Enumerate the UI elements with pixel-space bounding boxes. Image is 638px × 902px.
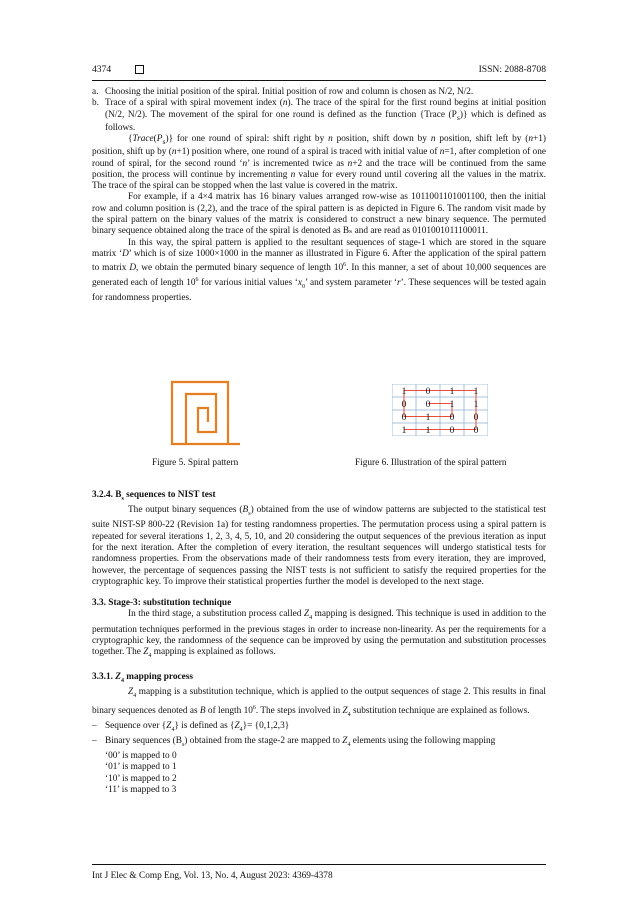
matrix-cell: 0 xyxy=(401,413,407,423)
bullet-sequence: – Sequence over $\{Z_4\}$ is defined as $\{Z_4\}= \{0,1,2,3\}$ xyxy=(92,720,290,733)
body-bottom xyxy=(92,490,546,796)
matrix-cell: 1 xyxy=(449,387,455,397)
matrix-cell: 0 xyxy=(401,400,407,410)
mapping-10: ‘10’ is mapped to 2 xyxy=(105,773,177,784)
square-icon xyxy=(135,65,144,74)
paragraph-trace: $\{Trace(P_s)\}$ for one round of spiral: shift right by n position, shift down by n position, shift left by (n+1) position, shift up by (n+1) position where, one round of a spiral is traced with initial value of n=1, after completion of one round of spiral, for the second round ‘n’ is incremented twice as n+2 and the trace will be continued from the same position, the process will continue by incrementing n value for every round until covering all the values in the matrix. The trace of the spiral can be stopped when the last value is covered in the matrix. xyxy=(92,134,547,192)
matrix-cell: 0 xyxy=(473,413,479,423)
matrix-cell: 0 xyxy=(449,413,455,423)
matrix-cell: 1 xyxy=(425,426,431,436)
paragraph-application: In this way, the spiral pattern is applied to the resultant sequences of stage-1 which are stored in the square matrix ‘D’ which is of size 1000×1000 in the manner as illustrated in Figure 6. After the application of the spiral pattern to matrix D, we obtain the permuted binary sequence of length $10^6$. In this manner, a set of about 10,000 sequences are generated each of length $10^6$ for various initial values ‘$x_0$’ and system parameter ‘r’. These sequences will be tested again for randomness properties. xyxy=(92,237,546,303)
paragraph-example: For example, if a 4×4 matrix has 16 binary values arranged row-wise as 1011001101001100, then the initial row and column position is (2,2), and the trace of the spiral pattern is as depicted in Figure 6. The random visit made by the spiral pattern on the binary values of the matrix is considered to construct a new binary sequence. The permuted binary sequence obtained along the trace of the spiral is denoted as Bₛ and are read as 0101001011100011. xyxy=(92,192,546,237)
caption-figure-5: Figure 5. Spiral pattern xyxy=(152,458,239,468)
spiral-path xyxy=(172,382,240,444)
footer-rule xyxy=(92,864,546,865)
list-item-b: b. Trace of a spiral with spiral movement index (n). The trace of the spiral for the first round begins at initial position (N/2, N/2). The movement of the spiral for one round is defined as the function {Trace $(P_s)$} which is defined as follows. xyxy=(92,98,547,133)
matrix-cell: 0 xyxy=(449,426,455,436)
page-number: 4374 xyxy=(92,64,112,75)
body-top xyxy=(92,87,546,304)
page-header xyxy=(92,64,546,78)
journal-footer: Int J Elec & Comp Eng, Vol. 13, No. 4, August 2023: 4369-4378 xyxy=(92,871,333,881)
heading-3-3-1: 3.3.1. $Z_4$ mapping process xyxy=(92,672,193,685)
issn: ISSN: 2088-8708 xyxy=(478,64,546,75)
heading-3-3: 3.3. Stage-3: substitution technique xyxy=(92,598,232,609)
list-item-a: a. Choosing the initial position of the spiral. Initial position of row and column is chosen as N/2, N/2. xyxy=(92,87,474,97)
heading-3-2-4: 3.2.4. $B_s$ sequences to NIST test xyxy=(92,490,216,502)
matrix-cell: 1 xyxy=(425,413,431,423)
paragraph-z4-mapping: $Z_4$ mapping is a substitution technique, which is applied to the output sequences of stage 2. This results in final binary sequences denoted as B of length $10^6$. The steps involved in $Z_4$ substitution technique are explained as follows. xyxy=(92,687,546,718)
figure-6-matrix xyxy=(392,384,488,436)
matrix-cell: 1 xyxy=(473,400,479,410)
paragraph-nist: The output binary sequences $(B_s)$ obtained from the use of window patterns are subjected to the statistical test suite NIST-SP 800-22 (Revision 1a) for testing randomness properties. The permutation process using a spiral pattern is repeated for several iterations 1, 2, 3, 4, 5, 10, and 20 considering the output sequences of the previous iteration as input for the next iteration. After the completion of every iteration, the resultant sequences will undergo statistical tests for randomness properties. From the observations made of their randomness tests from every iteration, they are improved, however, the percentage of sequences passing the NIST tests is not sufficient to satisfy the required properties for the cryptographic key. To improve their statistical properties further the model is developed to the next stage. xyxy=(92,505,546,587)
matrix-cell: 1 xyxy=(473,387,479,397)
paragraph-substitution: In the third stage, a substitution process called $Z_4$ mapping is designed. This technique is used in addition to the permutation techniques performed in the previous stages in order to increase non-linearity. As per the requirements for a cryptographic key, the randomness of the sequence can be improved by using the permutation and substitution processes together. The $Z_4$ mapping is explained as follows. xyxy=(92,609,546,659)
matrix-cell: 1 xyxy=(401,387,407,397)
mapping-01: ‘01’ is mapped to 1 xyxy=(105,762,177,773)
caption-figure-6: Figure 6. Illustration of the spiral pattern xyxy=(355,458,507,468)
figure-5-spiral xyxy=(168,378,248,448)
matrix-cell: 0 xyxy=(425,387,431,397)
mapping-11: ‘11’ is mapped to 3 xyxy=(105,785,177,796)
matrix-cell: 0 xyxy=(425,400,431,410)
bullet-binary: – Binary sequences $(B_s)$ obtained from the stage-2 are mapped to $Z_4$ elements using the following mapping xyxy=(92,736,496,748)
header-rule xyxy=(92,80,546,81)
matrix-cell: 1 xyxy=(449,400,455,410)
mapping-00: ‘00’ is mapped to 0 xyxy=(105,751,177,762)
matrix-cell: 1 xyxy=(401,426,407,436)
matrix-cell: 0 xyxy=(473,426,479,436)
